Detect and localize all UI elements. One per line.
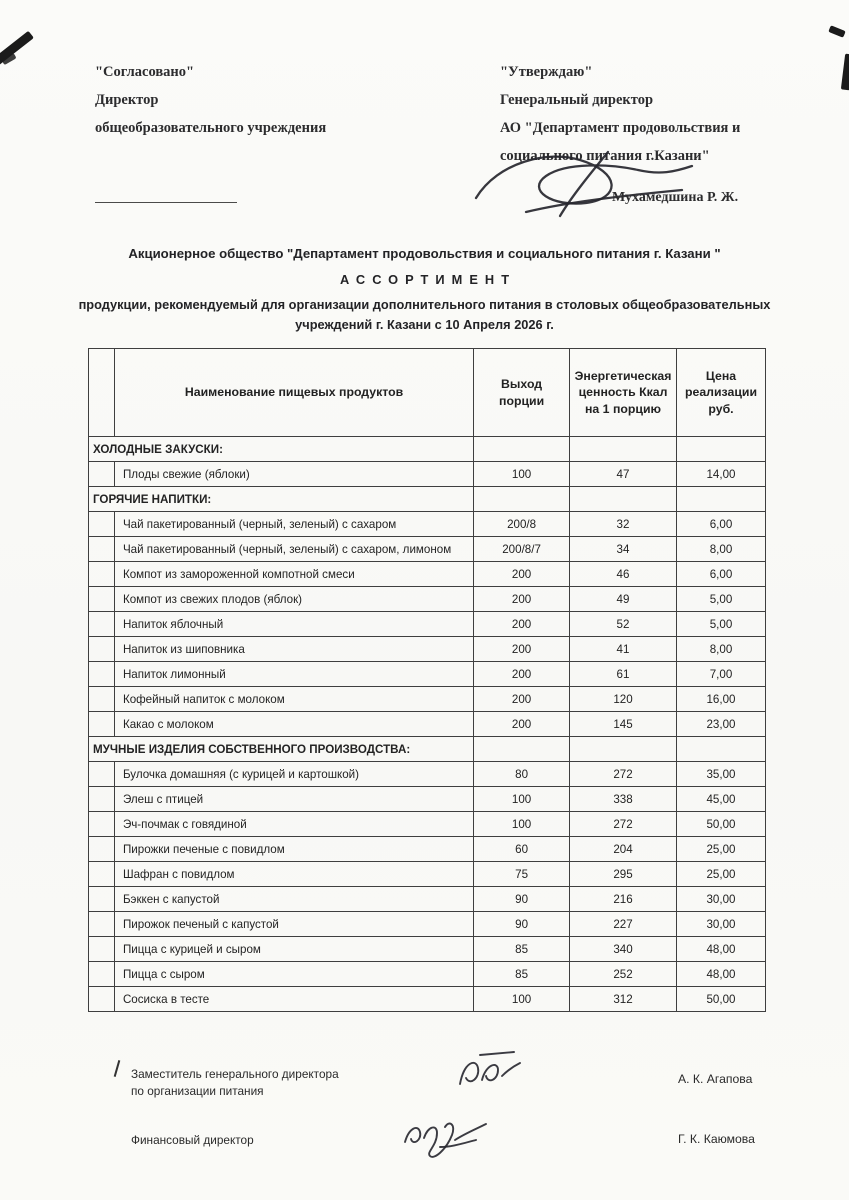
finance-title-line1: Финансовый директор bbox=[131, 1133, 254, 1147]
item-row bbox=[89, 462, 766, 487]
item-kcal: 295 bbox=[570, 862, 677, 887]
section-empty-cell bbox=[570, 487, 677, 512]
item-kcal: 46 bbox=[570, 562, 677, 587]
section-row bbox=[89, 437, 766, 462]
item-indent-cell bbox=[89, 662, 115, 687]
item-portion: 60 bbox=[474, 837, 570, 862]
item-indent-cell bbox=[89, 912, 115, 937]
scan-artifact-top-right bbox=[828, 25, 845, 37]
item-name: Эч-почмак с говядиной bbox=[114, 812, 473, 837]
confirmed-org-line2: социального питания г.Казани" bbox=[500, 148, 710, 164]
item-indent-cell bbox=[89, 787, 115, 812]
item-indent-cell bbox=[89, 987, 115, 1012]
item-portion: 85 bbox=[474, 937, 570, 962]
item-row bbox=[89, 662, 766, 687]
assortment-table bbox=[88, 348, 766, 1012]
header-energy: Энергетическая ценность Ккал на 1 порцию bbox=[570, 349, 677, 437]
item-name: Чай пакетированный (черный, зеленый) с сахаром, лимоном bbox=[114, 537, 473, 562]
item-kcal: 52 bbox=[570, 612, 677, 637]
item-portion: 90 bbox=[474, 887, 570, 912]
item-kcal: 120 bbox=[570, 687, 677, 712]
item-kcal: 41 bbox=[570, 637, 677, 662]
item-price: 35,00 bbox=[677, 762, 766, 787]
item-name: Пирожки печеные с повидлом bbox=[114, 837, 473, 862]
item-kcal: 47 bbox=[570, 462, 677, 487]
item-price: 16,00 bbox=[677, 687, 766, 712]
item-row bbox=[89, 587, 766, 612]
item-row bbox=[89, 887, 766, 912]
item-row bbox=[89, 862, 766, 887]
finance-name: Г. К. Каюмова bbox=[678, 1132, 755, 1146]
item-portion: 85 bbox=[474, 962, 570, 987]
item-indent-cell bbox=[89, 812, 115, 837]
item-price: 45,00 bbox=[677, 787, 766, 812]
item-indent-cell bbox=[89, 837, 115, 862]
item-name: Компот из замороженной компотной смеси bbox=[114, 562, 473, 587]
director-signer-name: Мухамедшина Р. Ж. bbox=[612, 190, 739, 205]
item-price: 25,00 bbox=[677, 837, 766, 862]
item-portion: 200 bbox=[474, 637, 570, 662]
item-price: 6,00 bbox=[677, 512, 766, 537]
company-title: Акционерное общество "Департамент продовольствия и социального питания г. Казани " bbox=[128, 246, 721, 261]
item-kcal: 32 bbox=[570, 512, 677, 537]
item-indent-cell bbox=[89, 587, 115, 612]
item-name: Шафран с повидлом bbox=[114, 862, 473, 887]
item-price: 50,00 bbox=[677, 812, 766, 837]
section-empty-cell bbox=[677, 487, 766, 512]
item-price: 5,00 bbox=[677, 612, 766, 637]
item-row bbox=[89, 637, 766, 662]
item-indent-cell bbox=[89, 687, 115, 712]
item-kcal: 338 bbox=[570, 787, 677, 812]
item-name: Элеш с птицей bbox=[114, 787, 473, 812]
item-name: Чай пакетированный (черный, зеленый) с сахаром bbox=[114, 512, 473, 537]
signoff-title-finance bbox=[131, 1132, 254, 1149]
signoff-title-deputy bbox=[131, 1066, 339, 1100]
item-price: 48,00 bbox=[677, 937, 766, 962]
item-kcal: 61 bbox=[570, 662, 677, 687]
item-name: Какао с молоком bbox=[114, 712, 473, 737]
deputy-signature bbox=[452, 1048, 524, 1098]
item-indent-cell bbox=[89, 462, 115, 487]
approved-role-line1: Директор bbox=[95, 92, 159, 108]
section-title: МУЧНЫЕ ИЗДЕЛИЯ СОБСТВЕННОГО ПРОИЗВОДСТВА: bbox=[89, 737, 474, 762]
item-name: Бэккен с капустой bbox=[114, 887, 473, 912]
section-empty-cell bbox=[474, 487, 570, 512]
item-kcal: 272 bbox=[570, 812, 677, 837]
header-portion: Выход порции bbox=[474, 349, 570, 437]
item-row bbox=[89, 562, 766, 587]
item-row bbox=[89, 612, 766, 637]
section-empty-cell bbox=[570, 437, 677, 462]
item-name: Напиток яблочный bbox=[114, 612, 473, 637]
item-portion: 200 bbox=[474, 562, 570, 587]
item-row bbox=[89, 912, 766, 937]
item-price: 5,00 bbox=[677, 587, 766, 612]
item-row bbox=[89, 537, 766, 562]
deputy-title-line2: по организации питания bbox=[131, 1084, 264, 1099]
item-kcal: 145 bbox=[570, 712, 677, 737]
section-empty-cell bbox=[677, 437, 766, 462]
section-title: ГОРЯЧИЕ НАПИТКИ: bbox=[89, 487, 474, 512]
item-kcal: 204 bbox=[570, 837, 677, 862]
item-kcal: 216 bbox=[570, 887, 677, 912]
item-name: Пирожок печеный с капустой bbox=[114, 912, 473, 937]
item-portion: 200 bbox=[474, 687, 570, 712]
item-row bbox=[89, 962, 766, 987]
scan-artifact-right-edge bbox=[841, 54, 849, 91]
document-subtitle-line1: продукции, рекомендуемый для организации дополнительного питания в столовых общеобразовательных bbox=[78, 297, 771, 312]
section-empty-cell bbox=[570, 737, 677, 762]
item-row bbox=[89, 687, 766, 712]
item-indent-cell bbox=[89, 887, 115, 912]
item-kcal: 252 bbox=[570, 962, 677, 987]
item-name: Плоды свежие (яблоки) bbox=[114, 462, 473, 487]
item-row bbox=[89, 837, 766, 862]
confirmed-role-line1: Генеральный директор bbox=[500, 92, 654, 108]
item-indent-cell bbox=[89, 937, 115, 962]
deputy-title-line1: Заместитель генерального директора bbox=[131, 1067, 339, 1081]
item-portion: 200 bbox=[474, 662, 570, 687]
item-price: 7,00 bbox=[677, 662, 766, 687]
approval-block-left bbox=[95, 64, 326, 148]
item-portion: 200 bbox=[474, 587, 570, 612]
item-portion: 100 bbox=[474, 987, 570, 1012]
document-subtitle-line2: учреждений г. Казани с 10 Апреля 2026 г. bbox=[295, 317, 554, 332]
approved-role-line2: общеобразовательного учреждения bbox=[95, 120, 327, 136]
item-price: 50,00 bbox=[677, 987, 766, 1012]
pen-slash-mark bbox=[114, 1060, 121, 1077]
item-indent-cell bbox=[89, 562, 115, 587]
item-price: 30,00 bbox=[677, 912, 766, 937]
item-name: Кофейный напиток с молоком bbox=[114, 687, 473, 712]
assortment-table-body bbox=[89, 437, 766, 1012]
item-portion: 200 bbox=[474, 712, 570, 737]
item-row bbox=[89, 787, 766, 812]
item-name: Напиток лимонный bbox=[114, 662, 473, 687]
item-row bbox=[89, 937, 766, 962]
item-portion: 200/8 bbox=[474, 512, 570, 537]
confirmed-org-line1: АО "Департамент продовольствия и bbox=[500, 120, 741, 136]
item-kcal: 227 bbox=[570, 912, 677, 937]
item-row bbox=[89, 512, 766, 537]
section-title: ХОЛОДНЫЕ ЗАКУСКИ: bbox=[89, 437, 474, 462]
item-portion: 80 bbox=[474, 762, 570, 787]
item-price: 8,00 bbox=[677, 637, 766, 662]
item-price: 14,00 bbox=[677, 462, 766, 487]
item-row bbox=[89, 812, 766, 837]
item-price: 6,00 bbox=[677, 562, 766, 587]
section-empty-cell bbox=[474, 437, 570, 462]
item-name: Напиток из шиповника bbox=[114, 637, 473, 662]
director-signature bbox=[468, 146, 698, 226]
header-product-name: Наименование пищевых продуктов bbox=[114, 349, 473, 437]
item-portion: 90 bbox=[474, 912, 570, 937]
item-indent-cell bbox=[89, 537, 115, 562]
item-portion: 100 bbox=[474, 812, 570, 837]
item-kcal: 340 bbox=[570, 937, 677, 962]
approved-quoted-label: "Согласовано" bbox=[95, 64, 195, 80]
item-portion: 100 bbox=[474, 462, 570, 487]
item-row bbox=[89, 712, 766, 737]
item-row bbox=[89, 762, 766, 787]
section-row bbox=[89, 737, 766, 762]
item-portion: 200/8/7 bbox=[474, 537, 570, 562]
document-title: АССОРТИМЕНТ bbox=[339, 272, 517, 287]
item-price: 23,00 bbox=[677, 712, 766, 737]
item-portion: 100 bbox=[474, 787, 570, 812]
item-kcal: 272 bbox=[570, 762, 677, 787]
section-empty-cell bbox=[677, 737, 766, 762]
section-empty-cell bbox=[474, 737, 570, 762]
item-indent-cell bbox=[89, 512, 115, 537]
table-header-row bbox=[89, 349, 766, 437]
item-price: 48,00 bbox=[677, 962, 766, 987]
item-name: Пицца с курицей и сыром bbox=[114, 937, 473, 962]
item-price: 30,00 bbox=[677, 887, 766, 912]
item-kcal: 49 bbox=[570, 587, 677, 612]
section-row bbox=[89, 487, 766, 512]
item-portion: 200 bbox=[474, 612, 570, 637]
item-portion: 75 bbox=[474, 862, 570, 887]
item-indent-cell bbox=[89, 612, 115, 637]
item-indent-cell bbox=[89, 862, 115, 887]
item-indent-cell bbox=[89, 637, 115, 662]
item-kcal: 34 bbox=[570, 537, 677, 562]
item-name: Пицца с сыром bbox=[114, 962, 473, 987]
item-name: Булочка домашняя (с курицей и картошкой) bbox=[114, 762, 473, 787]
header-price: Цена реализации руб. bbox=[677, 349, 766, 437]
item-name: Сосиска в тесте bbox=[114, 987, 473, 1012]
item-name: Компот из свежих плодов (яблок) bbox=[114, 587, 473, 612]
item-indent-cell bbox=[89, 962, 115, 987]
header-indent-cell bbox=[89, 349, 115, 437]
finance-signature bbox=[400, 1110, 490, 1162]
item-kcal: 312 bbox=[570, 987, 677, 1012]
deputy-name: А. К. Агапова bbox=[678, 1072, 753, 1086]
signature-line-left bbox=[95, 202, 237, 203]
item-row bbox=[89, 987, 766, 1012]
item-price: 8,00 bbox=[677, 537, 766, 562]
confirmed-quoted-label: "Утверждаю" bbox=[500, 64, 593, 80]
item-indent-cell bbox=[89, 712, 115, 737]
item-indent-cell bbox=[89, 762, 115, 787]
item-price: 25,00 bbox=[677, 862, 766, 887]
